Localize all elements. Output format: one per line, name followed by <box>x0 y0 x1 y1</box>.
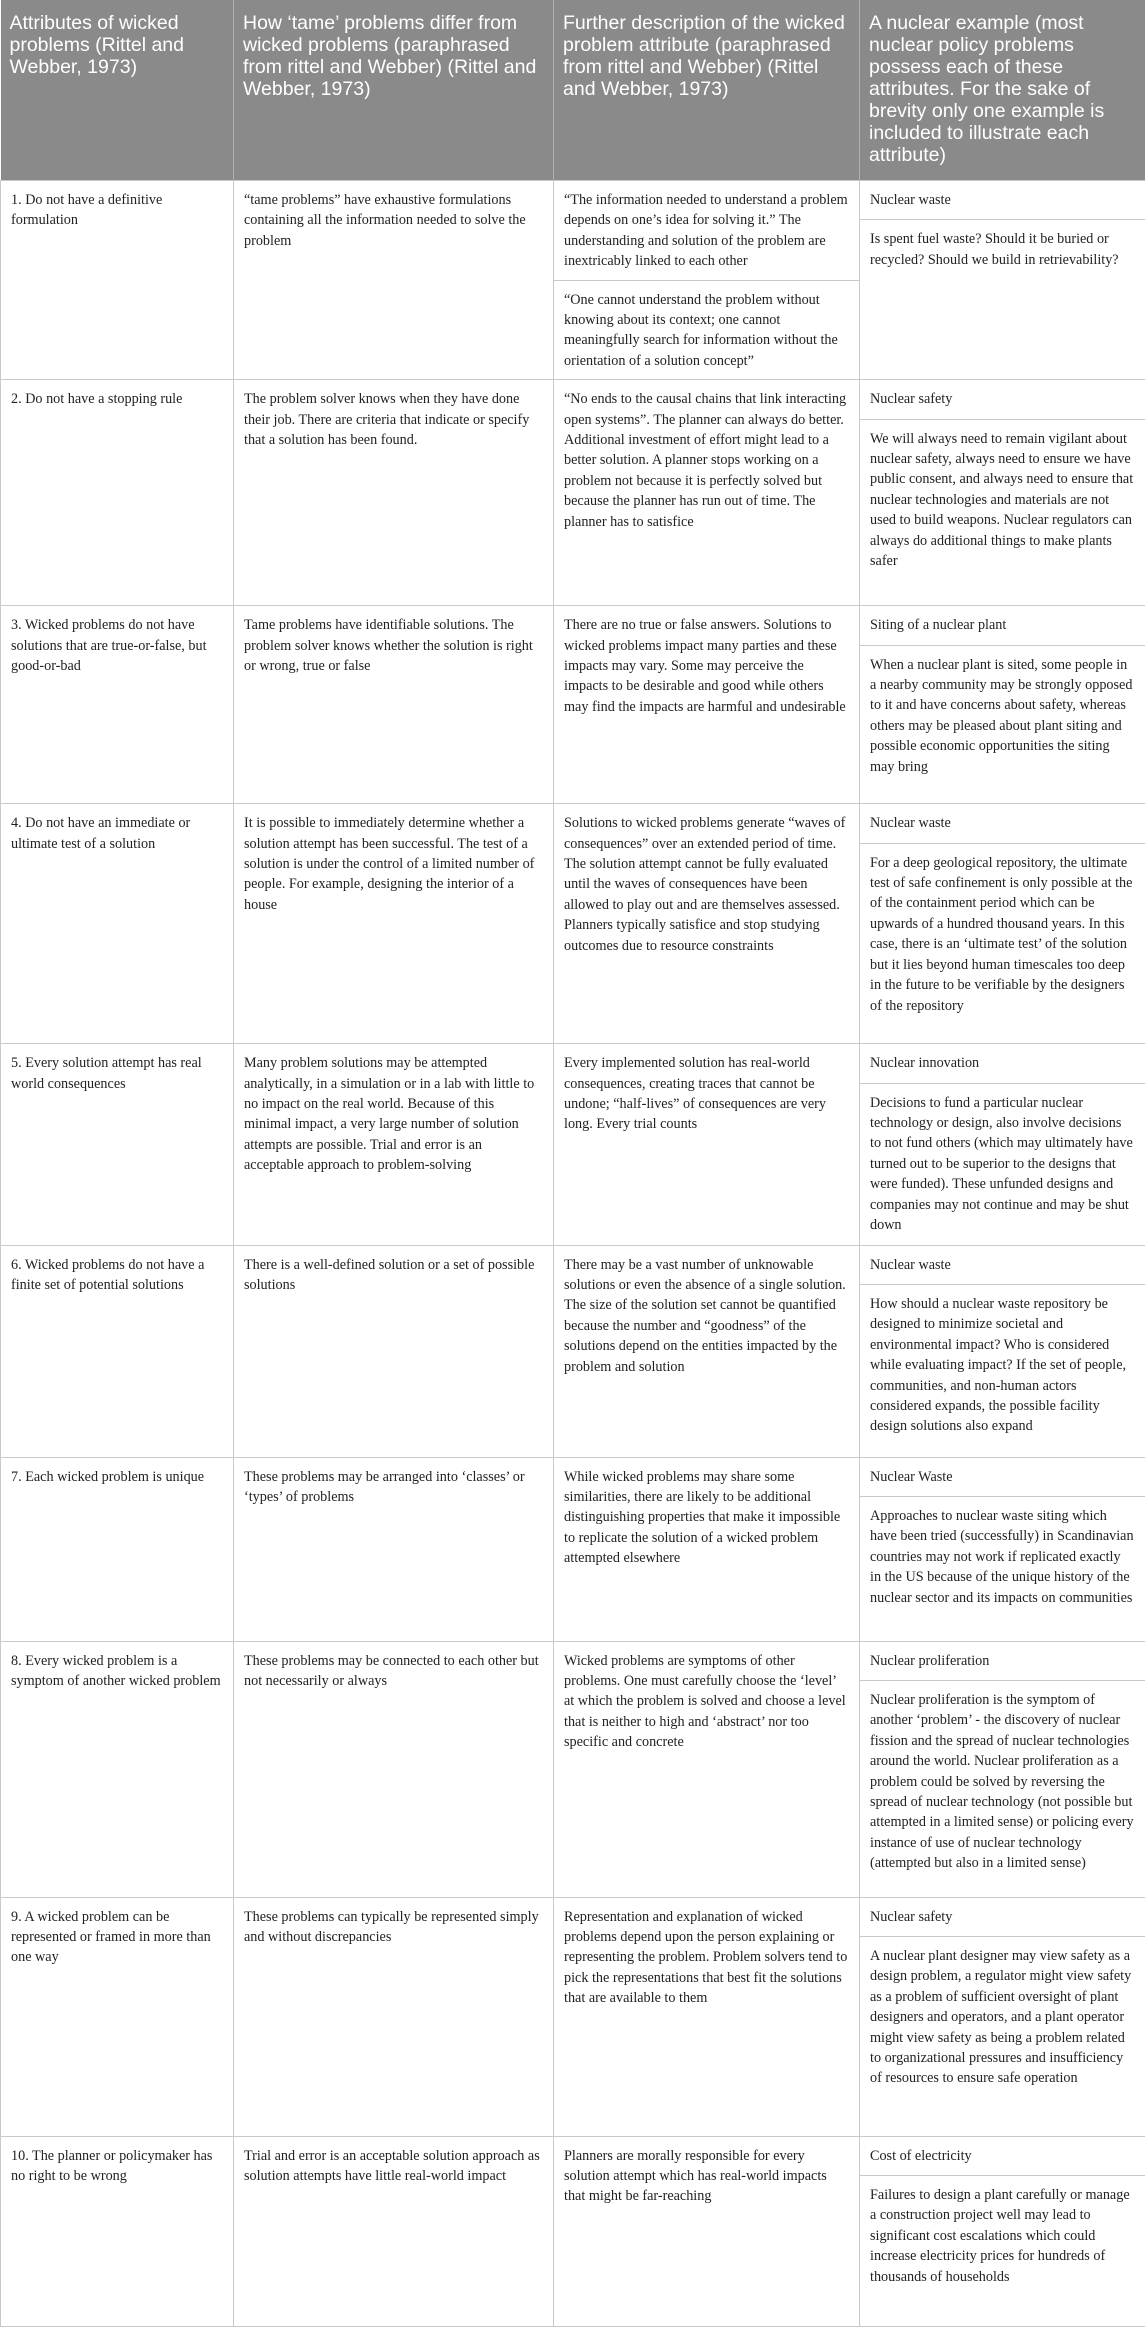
tame-cell: Tame problems have identifiable solutions. The problem solver knows whether the solution is right or wrong, true or false <box>234 606 554 804</box>
example-cell <box>860 606 1145 804</box>
attribute-cell: 3. Wicked problems do not have solutions that are true-or-false, but good-or-bad <box>1 606 234 804</box>
header-nuclear-example: A nuclear example (most nuclear policy problems possess each of these attributes. For the sake of brevity only one example is included to illustrate each attribute) <box>860 0 1145 181</box>
attribute-cell: 4. Do not have an immediate or ultimate test of a solution <box>1 804 234 1044</box>
example-title: Siting of a nuclear plant <box>860 606 1145 645</box>
example-text: Decisions to fund a particular nuclear technology or design, also involve decisions to not fund others (which may ultimately have turned out to be superior to the designs that were funded). These unfunded designs and companies may not continue and may be shut down <box>860 1084 1145 1245</box>
tame-cell: It is possible to immediately determine whether a solution attempt has been successful. The test of a solution is under the control of a limited number of people. For example, designing the interior of a house <box>234 804 554 1044</box>
example-cell <box>860 2136 1145 2326</box>
description-cell: While wicked problems may share some similarities, there are likely to be additional distinguishing properties that make it impossible to replicate the solution of a wicked problem attempted elsewhere <box>554 1457 860 1641</box>
table-row <box>1 181 1145 380</box>
description-cell: There are no true or false answers. Solutions to wicked problems impact many parties and these impacts may vary. Some may perceive the impacts to be desirable and good while others may find the impacts are harmful and undesirable <box>554 606 860 804</box>
table-row <box>1 1897 1145 2136</box>
example-cell <box>860 804 1145 1044</box>
description-paragraph: “The information needed to understand a problem depends on one’s idea for solving it.” The understanding and solution of the problem are inextricably linked to each other <box>554 181 859 280</box>
example-text: We will always need to remain vigilant about nuclear safety, always need to ensure we have public consent, and always need to ensure that nuclear technologies and materials are not used to build weapons. Nuclear regulators can always do additional things to make plants safer <box>860 420 1145 581</box>
example-text: Is spent fuel waste? Should it be buried or recycled? Should we build in retrievability? <box>860 220 1145 279</box>
header-row <box>1 0 1145 181</box>
header-attributes: Attributes of wicked problems (Rittel and Webber, 1973) <box>1 0 234 181</box>
example-text: A nuclear plant designer may view safety as a design problem, a regulator might view safety as a problem of sufficient oversight of plant designers and operators, and a plant operator might view safety as being a problem related to organizational pressures and insufficiency of resources to ensure safe operation <box>860 1937 1145 2098</box>
example-title: Nuclear waste <box>860 1246 1145 1285</box>
tame-cell: These problems may be connected to each other but not necessarily or always <box>234 1641 554 1897</box>
example-title: Nuclear innovation <box>860 1044 1145 1083</box>
example-title: Nuclear waste <box>860 181 1145 220</box>
description-cell: Wicked problems are symptoms of other problems. One must carefully choose the ‘level’ at which the problem is solved and choose a level that is neither to high and ‘abstract’ nor too specific and concrete <box>554 1641 860 1897</box>
table-row <box>1 1457 1145 1641</box>
description-cell: Solutions to wicked problems generate “waves of consequences” over an extended period of time. The solution attempt cannot be fully evaluated until the waves of consequences have been allowed to play out and are themselves assessed. Planners typically satisfice and stop studying outcomes due to resource constraints <box>554 804 860 1044</box>
attribute-cell: 8. Every wicked problem is a symptom of another wicked problem <box>1 1641 234 1897</box>
example-title: Nuclear safety <box>860 380 1145 419</box>
example-text: When a nuclear plant is sited, some people in a nearby community may be strongly opposed to it and have concerns about safety, whereas others may be pleased about plant siting and possible economic opportunities the siting may bring <box>860 646 1145 786</box>
attribute-cell: 2. Do not have a stopping rule <box>1 380 234 606</box>
tame-cell: “tame problems” have exhaustive formulations containing all the information needed to solve the problem <box>234 181 554 380</box>
example-title: Nuclear safety <box>860 1898 1145 1937</box>
example-cell <box>860 1044 1145 1245</box>
attribute-cell: 5. Every solution attempt has real world consequences <box>1 1044 234 1245</box>
example-text: Approaches to nuclear waste siting which have been tried (successfully) in Scandinavian countries may not work if replicated exactly in the US because of the unique history of the nuclear sector and its impacts on communities <box>860 1497 1145 1617</box>
description-cell: There may be a vast number of unknowable solutions or even the absence of a single solution. The size of the solution set cannot be quantified because the number and “goodness” of the solutions depend on the entities impacted by the problem and solution <box>554 1245 860 1457</box>
table-row <box>1 1641 1145 1897</box>
example-text: Nuclear proliferation is the symptom of another ‘problem’ - the discovery of nuclear fission and the spread of nuclear technologies around the world. Nuclear proliferation as a problem could be solved by reversing the spread of nuclear technology (not possible but attempted in a limited sense) or policing every instance of use of nuclear technology (attempted but also in a limited sense) <box>860 1681 1145 1883</box>
table-header <box>1 0 1145 181</box>
example-title: Cost of electricity <box>860 2137 1145 2176</box>
attribute-cell: 10. The planner or policymaker has no right to be wrong <box>1 2136 234 2326</box>
table-row <box>1 1044 1145 1245</box>
description-cell <box>554 181 860 380</box>
example-title: Nuclear waste <box>860 804 1145 843</box>
example-cell <box>860 1245 1145 1457</box>
description-cell: “No ends to the causal chains that link interacting open systems”. The planner can always do better. Additional investment of effort might lead to a better solution. A planner stops working on a problem not because it is perfectly solved but because the planner has run out of time. The planner has to satisfice <box>554 380 860 606</box>
description-paragraph: “One cannot understand the problem without knowing about its context; one cannot meaningfully search for information without the orientation of a solution concept” <box>554 280 859 380</box>
example-text: How should a nuclear waste repository be designed to minimize societal and environmental impact? Who is considered while evaluating impact? If the set of people, communities, and non-human actors considered expands, the possible facility design solutions also expand <box>860 1285 1145 1446</box>
header-further-description: Further description of the wicked problem attribute (paraphrased from rittel and Webber) (Rittel and Webber, 1973) <box>554 0 860 181</box>
table-row <box>1 606 1145 804</box>
attribute-cell: 1. Do not have a definitive formulation <box>1 181 234 380</box>
description-cell: Every implemented solution has real-world consequences, creating traces that cannot be undone; “half-lives” of consequences are very long. Every trial counts <box>554 1044 860 1245</box>
attribute-cell: 6. Wicked problems do not have a finite set of potential solutions <box>1 1245 234 1457</box>
example-cell <box>860 1897 1145 2136</box>
tame-cell: These problems may be arranged into ‘classes’ or ‘types’ of problems <box>234 1457 554 1641</box>
example-text: Failures to design a plant carefully or manage a construction project well may lead to significant cost escalations which could increase electricity prices for hundreds of thousands of households <box>860 2176 1145 2296</box>
description-cell: Planners are morally responsible for every solution attempt which has real-world impacts that might be far-reaching <box>554 2136 860 2326</box>
attribute-cell: 9. A wicked problem can be represented or framed in more than one way <box>1 1897 234 2136</box>
table-row <box>1 380 1145 606</box>
attribute-cell: 7. Each wicked problem is unique <box>1 1457 234 1641</box>
table-row <box>1 804 1145 1044</box>
header-tame-problems: How ‘tame’ problems differ from wicked problems (paraphrased from rittel and Webber) (Rittel and Webber, 1973) <box>234 0 554 181</box>
example-cell <box>860 380 1145 606</box>
example-cell <box>860 181 1145 380</box>
tame-cell: These problems can typically be represented simply and without discrepancies <box>234 1897 554 2136</box>
tame-cell: Many problem solutions may be attempted analytically, in a simulation or in a lab with little to no impact on the real world. Because of this minimal impact, a very large number of solution attempts are possible. Trial and error is an acceptable approach to problem-solving <box>234 1044 554 1245</box>
table-row <box>1 2136 1145 2326</box>
table-body <box>1 181 1145 2327</box>
tame-cell: There is a well-defined solution or a set of possible solutions <box>234 1245 554 1457</box>
example-text: For a deep geological repository, the ultimate test of safe confinement is only possible at the of the containment period which can be upwards of a hundred thousand years. In this case, there is an ‘ultimate test’ of the solution but it lies beyond human timescales too deep in the future to be verifiable by the designers of the repository <box>860 844 1145 1025</box>
tame-cell: Trial and error is an acceptable solution approach as solution attempts have little real-world impact <box>234 2136 554 2326</box>
table-row <box>1 1245 1145 1457</box>
example-title: Nuclear proliferation <box>860 1642 1145 1681</box>
example-cell <box>860 1641 1145 1897</box>
example-title: Nuclear Waste <box>860 1458 1145 1497</box>
description-cell: Representation and explanation of wicked problems depend upon the person explaining or representing the problem. Problem solvers tend to pick the representations that best fit the solutions that are available to them <box>554 1897 860 2136</box>
tame-cell: The problem solver knows when they have done their job. There are criteria that indicate or specify that a solution has been found. <box>234 380 554 606</box>
example-cell <box>860 1457 1145 1641</box>
